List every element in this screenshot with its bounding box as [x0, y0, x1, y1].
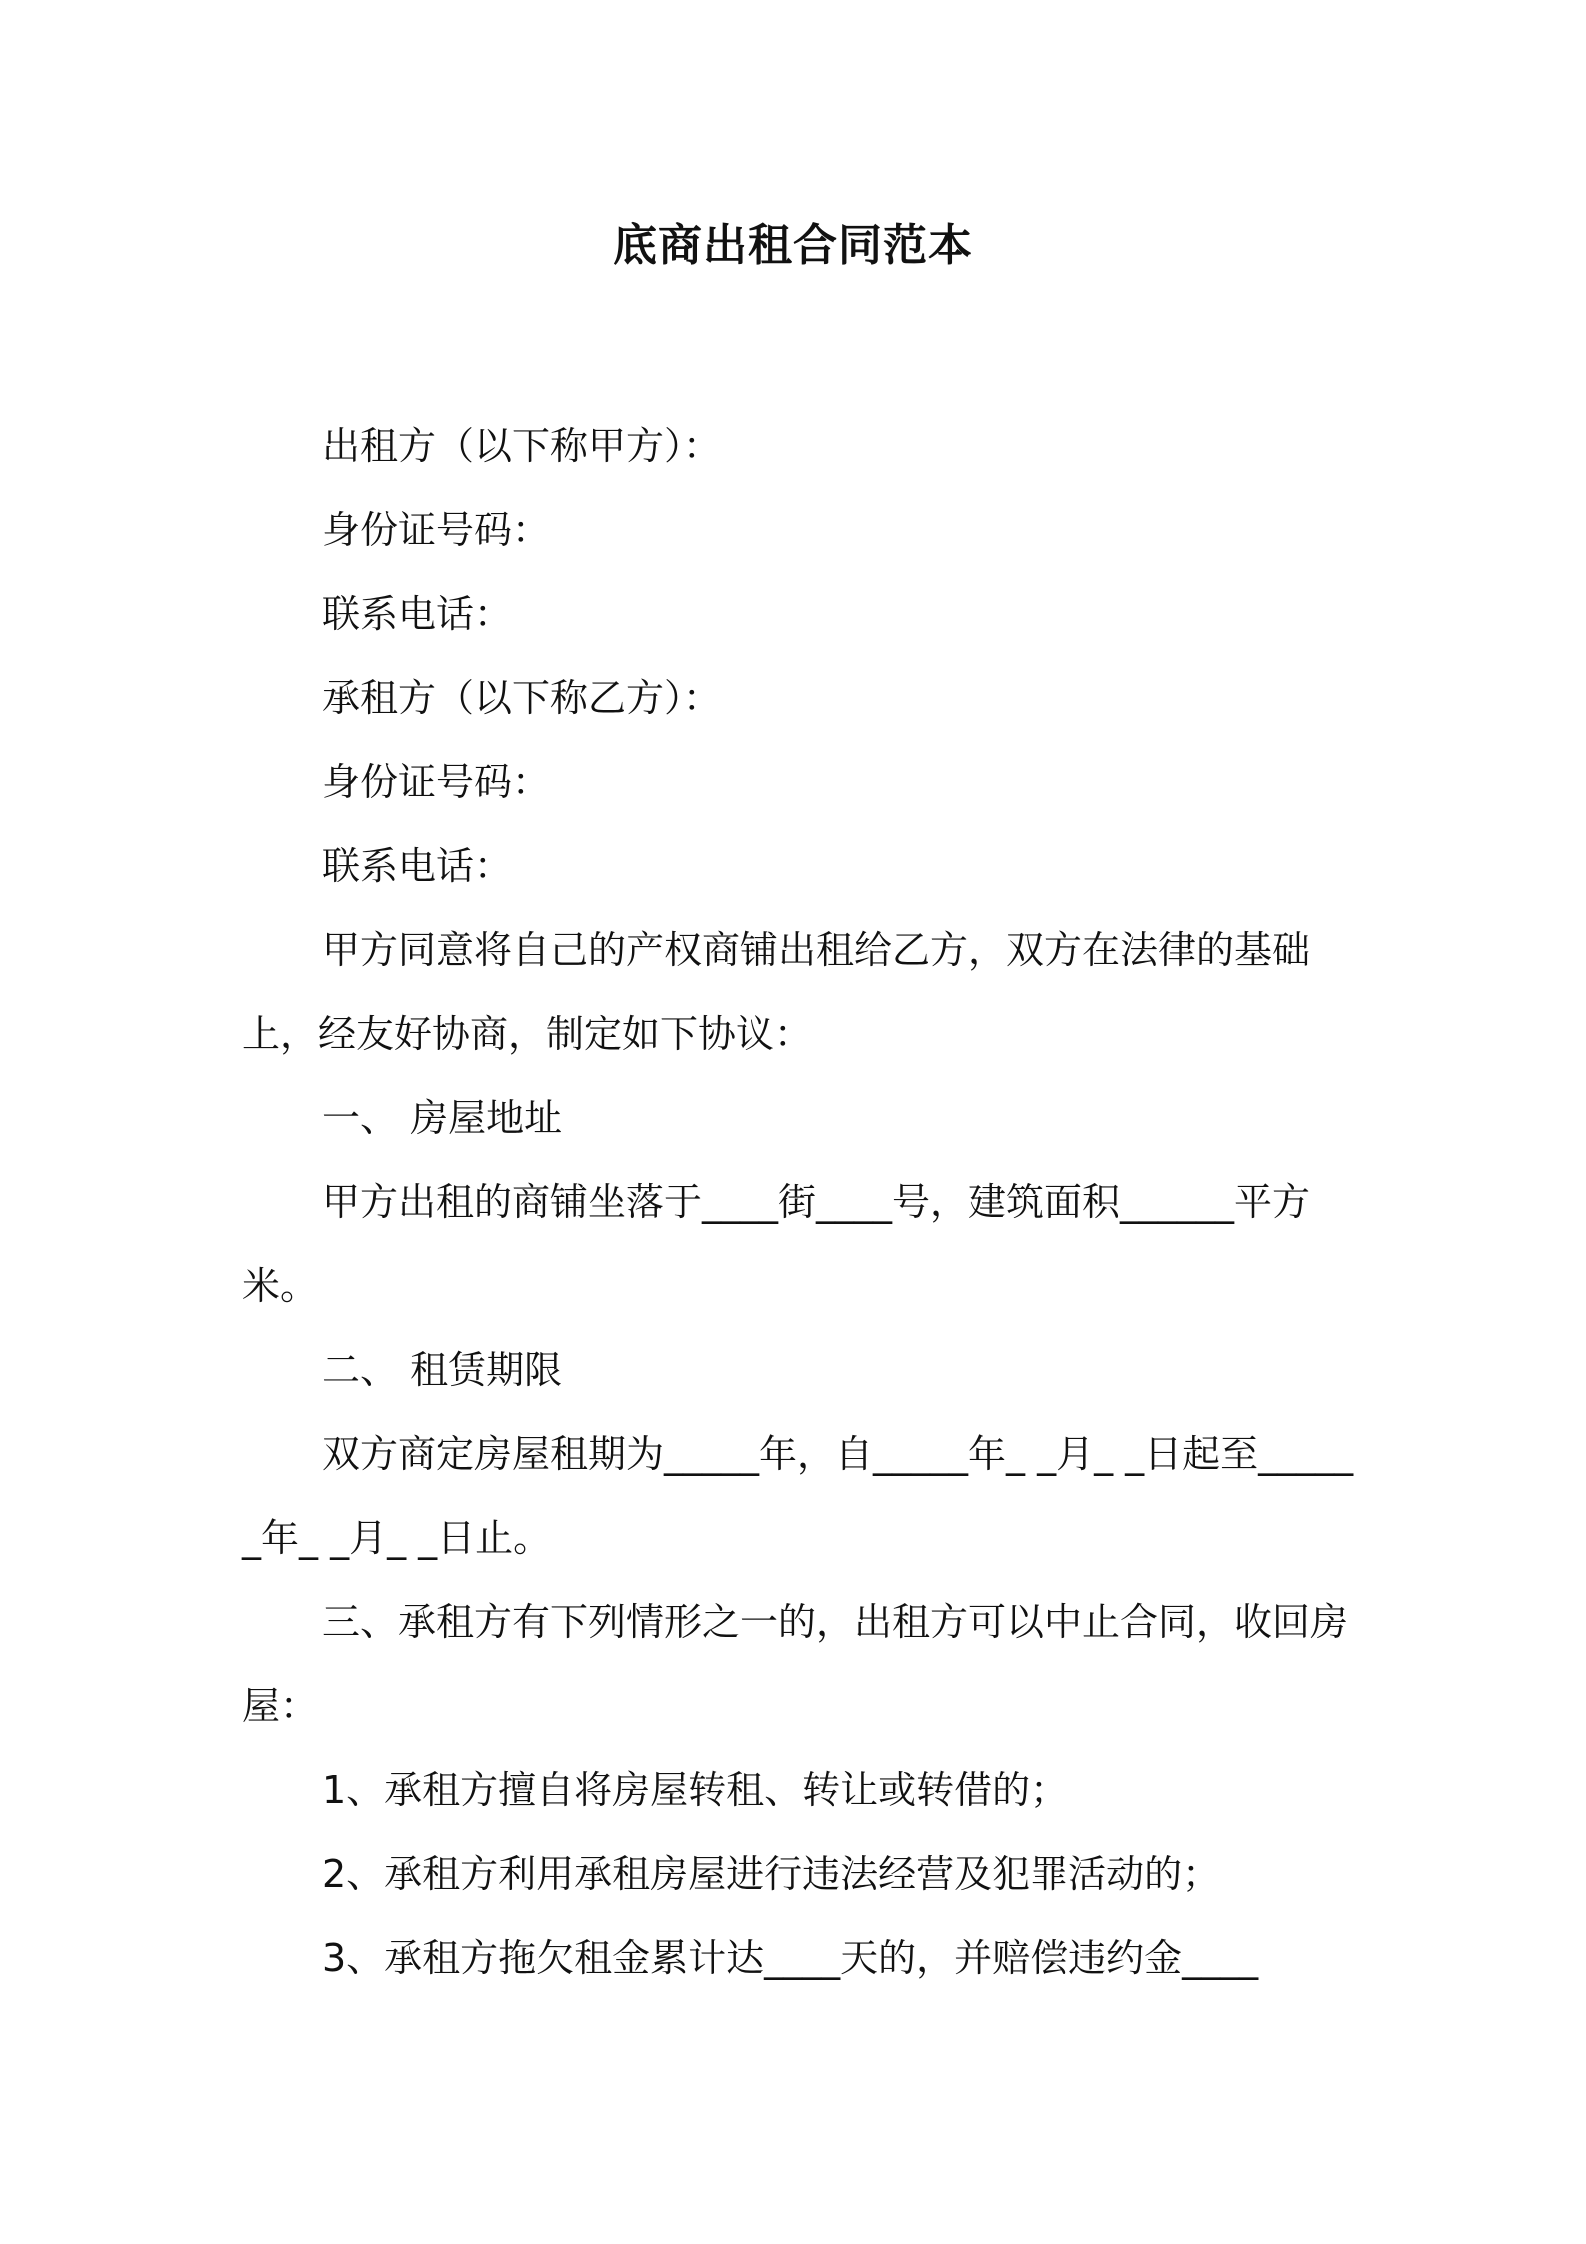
lessee-line: 承租方（以下称乙方）：: [322, 676, 722, 720]
section-heading-term: 二、 租赁期限: [322, 1348, 563, 1392]
lessor-id-line: 身份证号码：: [322, 508, 551, 552]
termination-paragraph: 三、承租方有下列情形之一的，出租方可以中止合同，收回房屋：: [242, 1600, 1349, 1728]
term-paragraph: 双方商定房屋租期为_____年，自_____年_ _月_ _日起至______年_ _月_ _日止。: [242, 1432, 1354, 1560]
clause-item: 3、承租方拖欠租金累计达____天的，并赔偿违约金____: [322, 1936, 1259, 1980]
lessee-id-line: 身份证号码：: [322, 760, 551, 804]
address-paragraph: 甲方出租的商铺坐落于____街____号，建筑面积______平方米。: [242, 1180, 1311, 1308]
document-title: 底商出租合同范本: [613, 220, 973, 271]
lessor-phone-line: 联系电话：: [322, 592, 513, 636]
lessee-phone-line: 联系电话：: [322, 844, 513, 888]
section-heading-address: 一、 房屋地址: [322, 1096, 563, 1140]
document-body: [242, 404, 1354, 2000]
agreement-intro-paragraph: 甲方同意将自己的产权商铺出租给乙方，双方在法律的基础上，经友好协商，制定如下协议：: [242, 928, 1311, 1056]
clause-item: 2、承租方利用承租房屋进行违法经营及犯罪活动的；: [322, 1852, 1221, 1896]
lessor-line: 出租方（以下称甲方）：: [322, 424, 722, 468]
clause-item: 1、承租方擅自将房屋转租、转让或转借的；: [322, 1768, 1069, 1812]
